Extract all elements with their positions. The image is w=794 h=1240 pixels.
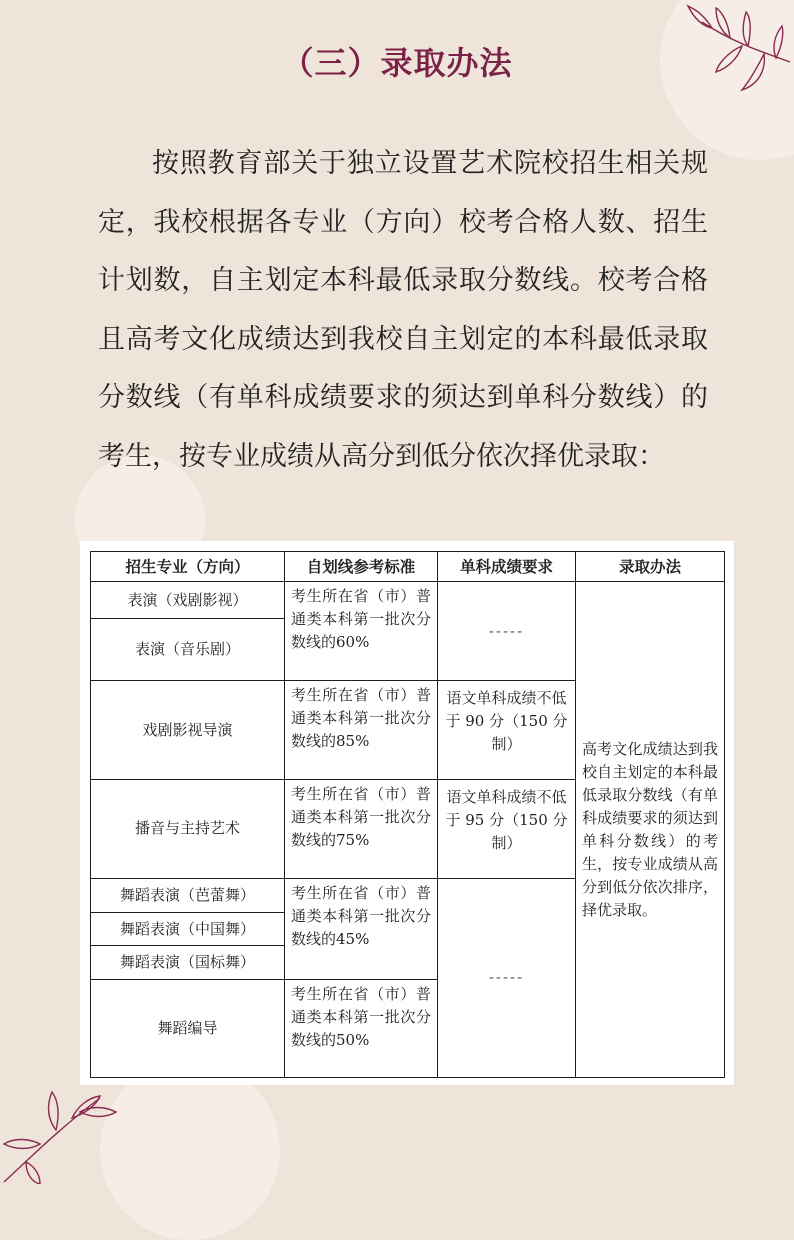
major-cell: 舞蹈表演（中国舞）: [91, 913, 285, 946]
admission-table: [90, 551, 725, 1078]
intro-paragraph: 按照教育部关于独立设置艺术院校招生相关规定，我校根据各专业（方向）校考合格人数、招生计划数，自主划定本科最低录取分数线。校考合格且高考文化成绩达到我校自主划定的本科最低录取分数线（有单科成绩要求的须达到单科分数线）的考生，按专业成绩从高分到低分依次择优录取：: [98, 148, 708, 472]
requirement-cell: -----: [438, 878, 576, 1077]
column-header: 单科成绩要求: [438, 552, 576, 582]
standard-cell: 考生所在省（市）普通类本科第一批次分数线的75%: [285, 779, 438, 878]
requirement-cell: -----: [438, 582, 576, 681]
major-cell: 表演（音乐剧）: [91, 618, 285, 681]
table-header-row: [91, 552, 725, 582]
major-cell: 舞蹈表演（国标舞）: [91, 946, 285, 979]
standard-cell: 考生所在省（市）普通类本科第一批次分数线的85%: [285, 681, 438, 779]
section-title: （三）录取办法: [281, 44, 513, 82]
leaf-branch-icon: [0, 1078, 120, 1184]
column-header: 录取办法: [576, 552, 725, 582]
decorative-circle: [100, 1060, 280, 1240]
requirement-cell: 语文单科成绩不低于 90 分（150 分制）: [438, 681, 576, 779]
table-row: [91, 582, 725, 618]
admission-method-cell: 高考文化成绩达到我校自主划定的本科最低录取分数线（有单科成绩要求的须达到单科分数线）的考生，按专业成绩从高分到低分依次排序，择优录取。: [576, 582, 725, 1078]
major-cell: 舞蹈编导: [91, 979, 285, 1077]
standard-cell: 考生所在省（市）普通类本科第一批次分数线的45%: [285, 878, 438, 979]
major-cell: 表演（戏剧影视）: [91, 582, 285, 618]
column-header: 招生专业（方向）: [91, 552, 285, 582]
requirement-cell: 语文单科成绩不低于 95 分（150 分制）: [438, 779, 576, 878]
major-cell: 戏剧影视导演: [91, 681, 285, 779]
major-cell: 舞蹈表演（芭蕾舞）: [91, 878, 285, 912]
standard-cell: 考生所在省（市）普通类本科第一批次分数线的60%: [285, 582, 438, 681]
standard-cell: 考生所在省（市）普通类本科第一批次分数线的50%: [285, 979, 438, 1077]
column-header: 自划线参考标准: [285, 552, 438, 582]
admission-table-card: [80, 541, 734, 1085]
major-cell: 播音与主持艺术: [91, 779, 285, 878]
